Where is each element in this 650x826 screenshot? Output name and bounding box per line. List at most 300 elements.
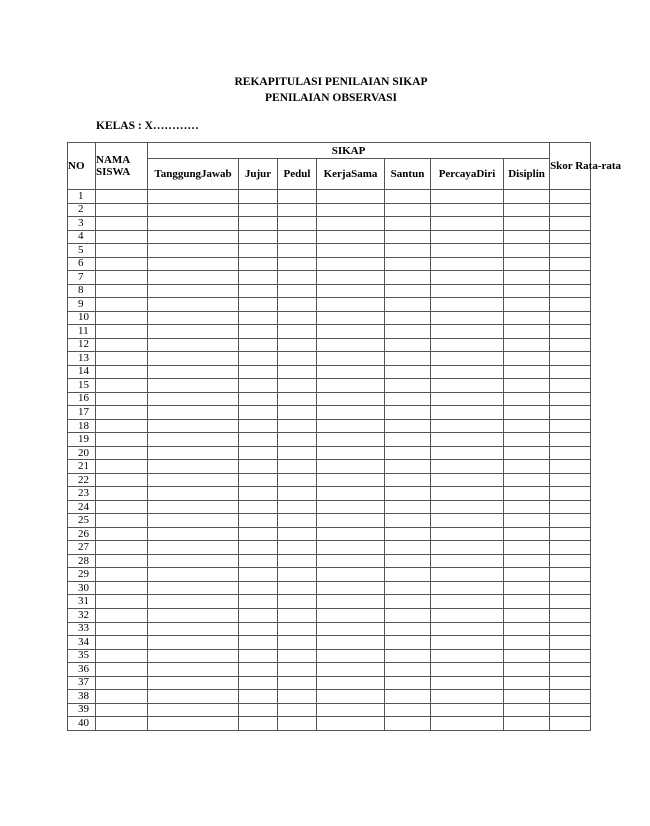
empty-cell — [148, 676, 239, 690]
empty-cell — [550, 230, 591, 244]
empty-cell — [239, 284, 278, 298]
empty-cell — [317, 325, 385, 339]
empty-cell — [96, 406, 148, 420]
empty-cell — [431, 717, 504, 731]
empty-cell — [148, 203, 239, 217]
empty-cell — [278, 717, 317, 731]
empty-cell — [239, 663, 278, 677]
empty-cell — [96, 311, 148, 325]
empty-cell — [148, 446, 239, 460]
row-number: 36 — [68, 663, 96, 677]
table-row — [68, 271, 591, 285]
empty-cell — [278, 244, 317, 258]
empty-cell — [317, 527, 385, 541]
empty-cell — [96, 203, 148, 217]
table-row — [68, 649, 591, 663]
row-number: 13 — [68, 352, 96, 366]
row-number: 22 — [68, 473, 96, 487]
empty-cell — [385, 500, 431, 514]
table-row — [68, 190, 591, 204]
empty-cell — [504, 717, 550, 731]
empty-cell — [385, 365, 431, 379]
empty-cell — [239, 608, 278, 622]
empty-cell — [431, 460, 504, 474]
empty-cell — [431, 230, 504, 244]
empty-cell — [278, 230, 317, 244]
empty-cell — [385, 568, 431, 582]
row-number: 19 — [68, 433, 96, 447]
empty-cell — [431, 649, 504, 663]
empty-cell — [431, 365, 504, 379]
empty-cell — [239, 190, 278, 204]
empty-cell — [148, 244, 239, 258]
empty-cell — [278, 379, 317, 393]
empty-cell — [239, 419, 278, 433]
empty-cell — [385, 608, 431, 622]
empty-cell — [148, 190, 239, 204]
empty-cell — [148, 622, 239, 636]
table-row — [68, 636, 591, 650]
empty-cell — [504, 379, 550, 393]
empty-cell — [278, 473, 317, 487]
row-number: 12 — [68, 338, 96, 352]
empty-cell — [148, 487, 239, 501]
empty-cell — [550, 365, 591, 379]
table-row — [68, 446, 591, 460]
empty-cell — [385, 541, 431, 555]
table-row — [68, 257, 591, 271]
empty-cell — [148, 365, 239, 379]
empty-cell — [385, 325, 431, 339]
empty-cell — [504, 365, 550, 379]
empty-cell — [431, 433, 504, 447]
table-row — [68, 379, 591, 393]
row-number: 29 — [68, 568, 96, 582]
empty-cell — [431, 500, 504, 514]
empty-cell — [278, 622, 317, 636]
empty-cell — [278, 365, 317, 379]
empty-cell — [239, 636, 278, 650]
empty-cell — [431, 690, 504, 704]
empty-cell — [504, 622, 550, 636]
empty-cell — [317, 392, 385, 406]
empty-cell — [385, 379, 431, 393]
empty-cell — [317, 487, 385, 501]
table-row — [68, 514, 591, 528]
empty-cell — [550, 433, 591, 447]
empty-cell — [550, 473, 591, 487]
empty-cell — [431, 203, 504, 217]
empty-cell — [239, 500, 278, 514]
empty-cell — [239, 487, 278, 501]
empty-cell — [504, 487, 550, 501]
empty-cell — [550, 717, 591, 731]
empty-cell — [317, 257, 385, 271]
empty-cell — [550, 541, 591, 555]
empty-cell — [278, 676, 317, 690]
empty-cell — [550, 460, 591, 474]
empty-cell — [504, 190, 550, 204]
table-row — [68, 608, 591, 622]
empty-cell — [96, 717, 148, 731]
empty-cell — [504, 406, 550, 420]
empty-cell — [148, 568, 239, 582]
empty-cell — [550, 446, 591, 460]
empty-cell — [148, 703, 239, 717]
empty-cell — [239, 460, 278, 474]
empty-cell — [550, 217, 591, 231]
empty-cell — [96, 298, 148, 312]
empty-cell — [239, 298, 278, 312]
empty-cell — [278, 352, 317, 366]
empty-cell — [148, 554, 239, 568]
row-number: 8 — [68, 284, 96, 298]
empty-cell — [148, 541, 239, 555]
empty-cell — [385, 595, 431, 609]
empty-cell — [239, 541, 278, 555]
empty-cell — [239, 325, 278, 339]
empty-cell — [504, 244, 550, 258]
header-no: NO — [68, 143, 96, 190]
table-row — [68, 460, 591, 474]
empty-cell — [504, 311, 550, 325]
empty-cell — [550, 244, 591, 258]
empty-cell — [317, 500, 385, 514]
header-sikap-column: Santun — [385, 159, 431, 190]
empty-cell — [385, 527, 431, 541]
empty-cell — [317, 298, 385, 312]
empty-cell — [148, 298, 239, 312]
empty-cell — [317, 581, 385, 595]
empty-cell — [317, 703, 385, 717]
row-number: 1 — [68, 190, 96, 204]
table-row — [68, 554, 591, 568]
empty-cell — [431, 284, 504, 298]
row-number: 24 — [68, 500, 96, 514]
empty-cell — [96, 257, 148, 271]
table-row — [68, 392, 591, 406]
empty-cell — [504, 568, 550, 582]
empty-cell — [385, 514, 431, 528]
empty-cell — [431, 473, 504, 487]
document-subtitle: PENILAIAN OBSERVASI — [265, 92, 397, 104]
empty-cell — [504, 514, 550, 528]
empty-cell — [148, 325, 239, 339]
empty-cell — [278, 446, 317, 460]
empty-cell — [278, 541, 317, 555]
empty-cell — [148, 433, 239, 447]
empty-cell — [96, 419, 148, 433]
empty-cell — [431, 703, 504, 717]
empty-cell — [550, 284, 591, 298]
empty-cell — [239, 244, 278, 258]
row-number: 31 — [68, 595, 96, 609]
empty-cell — [278, 325, 317, 339]
table-row — [68, 622, 591, 636]
row-number: 3 — [68, 217, 96, 231]
empty-cell — [96, 325, 148, 339]
empty-cell — [431, 217, 504, 231]
empty-cell — [148, 527, 239, 541]
empty-cell — [278, 190, 317, 204]
empty-cell — [278, 690, 317, 704]
row-number: 33 — [68, 622, 96, 636]
empty-cell — [239, 433, 278, 447]
empty-cell — [239, 392, 278, 406]
empty-cell — [239, 676, 278, 690]
empty-cell — [504, 581, 550, 595]
empty-cell — [550, 649, 591, 663]
header-sikap-column: PercayaDiri — [431, 159, 504, 190]
row-number: 35 — [68, 649, 96, 663]
table-row — [68, 595, 591, 609]
empty-cell — [504, 446, 550, 460]
row-number: 37 — [68, 676, 96, 690]
empty-cell — [431, 257, 504, 271]
empty-cell — [239, 717, 278, 731]
empty-cell — [317, 311, 385, 325]
table-row — [68, 203, 591, 217]
empty-cell — [278, 284, 317, 298]
empty-cell — [148, 217, 239, 231]
empty-cell — [278, 663, 317, 677]
table-row — [68, 406, 591, 420]
empty-cell — [550, 690, 591, 704]
empty-cell — [278, 311, 317, 325]
empty-cell — [317, 636, 385, 650]
empty-cell — [550, 568, 591, 582]
empty-cell — [96, 595, 148, 609]
empty-cell — [278, 568, 317, 582]
row-number: 9 — [68, 298, 96, 312]
empty-cell — [239, 527, 278, 541]
empty-cell — [385, 622, 431, 636]
row-number: 10 — [68, 311, 96, 325]
empty-cell — [239, 203, 278, 217]
empty-cell — [317, 690, 385, 704]
empty-cell — [317, 230, 385, 244]
empty-cell — [278, 298, 317, 312]
empty-cell — [550, 514, 591, 528]
empty-cell — [148, 595, 239, 609]
empty-cell — [148, 717, 239, 731]
empty-cell — [278, 460, 317, 474]
empty-cell — [550, 406, 591, 420]
empty-cell — [96, 568, 148, 582]
row-number: 34 — [68, 636, 96, 650]
empty-cell — [550, 338, 591, 352]
empty-cell — [385, 581, 431, 595]
empty-cell — [385, 392, 431, 406]
header-sikap-column: Disiplin — [504, 159, 550, 190]
header-sikap-column: Jujur — [239, 159, 278, 190]
empty-cell — [96, 500, 148, 514]
empty-cell — [317, 568, 385, 582]
empty-cell — [550, 190, 591, 204]
table-row — [68, 676, 591, 690]
empty-cell — [431, 325, 504, 339]
empty-cell — [550, 419, 591, 433]
empty-cell — [148, 352, 239, 366]
empty-cell — [431, 636, 504, 650]
empty-cell — [550, 352, 591, 366]
empty-cell — [317, 338, 385, 352]
empty-cell — [278, 338, 317, 352]
empty-cell — [385, 271, 431, 285]
header-sikap-column: TanggungJawab — [148, 159, 239, 190]
empty-cell — [504, 554, 550, 568]
row-number: 11 — [68, 325, 96, 339]
table-row — [68, 298, 591, 312]
empty-cell — [96, 190, 148, 204]
empty-cell — [504, 608, 550, 622]
empty-cell — [431, 622, 504, 636]
empty-cell — [504, 500, 550, 514]
empty-cell — [239, 473, 278, 487]
empty-cell — [431, 271, 504, 285]
empty-cell — [504, 527, 550, 541]
empty-cell — [317, 379, 385, 393]
empty-cell — [550, 703, 591, 717]
empty-cell — [504, 460, 550, 474]
empty-cell — [148, 419, 239, 433]
empty-cell — [431, 406, 504, 420]
empty-cell — [550, 581, 591, 595]
row-number: 6 — [68, 257, 96, 271]
table-row — [68, 352, 591, 366]
row-number: 18 — [68, 419, 96, 433]
empty-cell — [96, 663, 148, 677]
table-row — [68, 433, 591, 447]
empty-cell — [148, 460, 239, 474]
empty-cell — [431, 595, 504, 609]
empty-cell — [385, 352, 431, 366]
empty-cell — [278, 649, 317, 663]
empty-cell — [278, 500, 317, 514]
empty-cell — [385, 663, 431, 677]
table-row — [68, 325, 591, 339]
empty-cell — [96, 581, 148, 595]
empty-cell — [96, 365, 148, 379]
empty-cell — [278, 419, 317, 433]
empty-cell — [96, 608, 148, 622]
empty-cell — [96, 230, 148, 244]
empty-cell — [96, 352, 148, 366]
empty-cell — [317, 473, 385, 487]
empty-cell — [96, 527, 148, 541]
empty-cell — [504, 433, 550, 447]
empty-cell — [96, 690, 148, 704]
empty-cell — [385, 676, 431, 690]
empty-cell — [148, 406, 239, 420]
row-number: 40 — [68, 717, 96, 731]
row-number: 20 — [68, 446, 96, 460]
empty-cell — [550, 595, 591, 609]
empty-cell — [504, 473, 550, 487]
empty-cell — [239, 581, 278, 595]
empty-cell — [317, 352, 385, 366]
empty-cell — [504, 392, 550, 406]
empty-cell — [550, 257, 591, 271]
row-number: 27 — [68, 541, 96, 555]
empty-cell — [431, 298, 504, 312]
empty-cell — [385, 703, 431, 717]
empty-cell — [504, 257, 550, 271]
table-row — [68, 473, 591, 487]
empty-cell — [317, 676, 385, 690]
empty-cell — [385, 284, 431, 298]
empty-cell — [317, 460, 385, 474]
table-row — [68, 581, 591, 595]
empty-cell — [504, 217, 550, 231]
row-number: 7 — [68, 271, 96, 285]
empty-cell — [278, 392, 317, 406]
empty-cell — [96, 649, 148, 663]
row-number: 32 — [68, 608, 96, 622]
empty-cell — [504, 690, 550, 704]
empty-cell — [385, 311, 431, 325]
empty-cell — [550, 271, 591, 285]
empty-cell — [148, 663, 239, 677]
empty-cell — [550, 636, 591, 650]
empty-cell — [96, 271, 148, 285]
empty-cell — [96, 338, 148, 352]
empty-cell — [550, 325, 591, 339]
empty-cell — [148, 284, 239, 298]
empty-cell — [317, 284, 385, 298]
empty-cell — [96, 244, 148, 258]
empty-cell — [148, 271, 239, 285]
table-row — [68, 419, 591, 433]
empty-cell — [385, 244, 431, 258]
empty-cell — [317, 446, 385, 460]
empty-cell — [385, 190, 431, 204]
empty-cell — [239, 352, 278, 366]
empty-cell — [239, 338, 278, 352]
empty-cell — [504, 419, 550, 433]
table-row — [68, 703, 591, 717]
empty-cell — [317, 649, 385, 663]
row-number: 16 — [68, 392, 96, 406]
empty-cell — [385, 636, 431, 650]
row-number: 17 — [68, 406, 96, 420]
table-body — [68, 190, 591, 731]
empty-cell — [431, 446, 504, 460]
table-row — [68, 527, 591, 541]
empty-cell — [385, 230, 431, 244]
empty-cell — [550, 608, 591, 622]
empty-cell — [148, 379, 239, 393]
table-row — [68, 690, 591, 704]
row-number: 23 — [68, 487, 96, 501]
table-row — [68, 284, 591, 298]
empty-cell — [278, 527, 317, 541]
empty-cell — [317, 406, 385, 420]
empty-cell — [385, 433, 431, 447]
empty-cell — [148, 649, 239, 663]
empty-cell — [431, 487, 504, 501]
empty-cell — [504, 298, 550, 312]
row-number: 26 — [68, 527, 96, 541]
empty-cell — [317, 608, 385, 622]
empty-cell — [317, 365, 385, 379]
empty-cell — [148, 514, 239, 528]
empty-cell — [239, 379, 278, 393]
empty-cell — [504, 338, 550, 352]
header-skor-rata-rata: Skor Rata-rata — [550, 143, 591, 190]
table-row — [68, 487, 591, 501]
empty-cell — [431, 311, 504, 325]
